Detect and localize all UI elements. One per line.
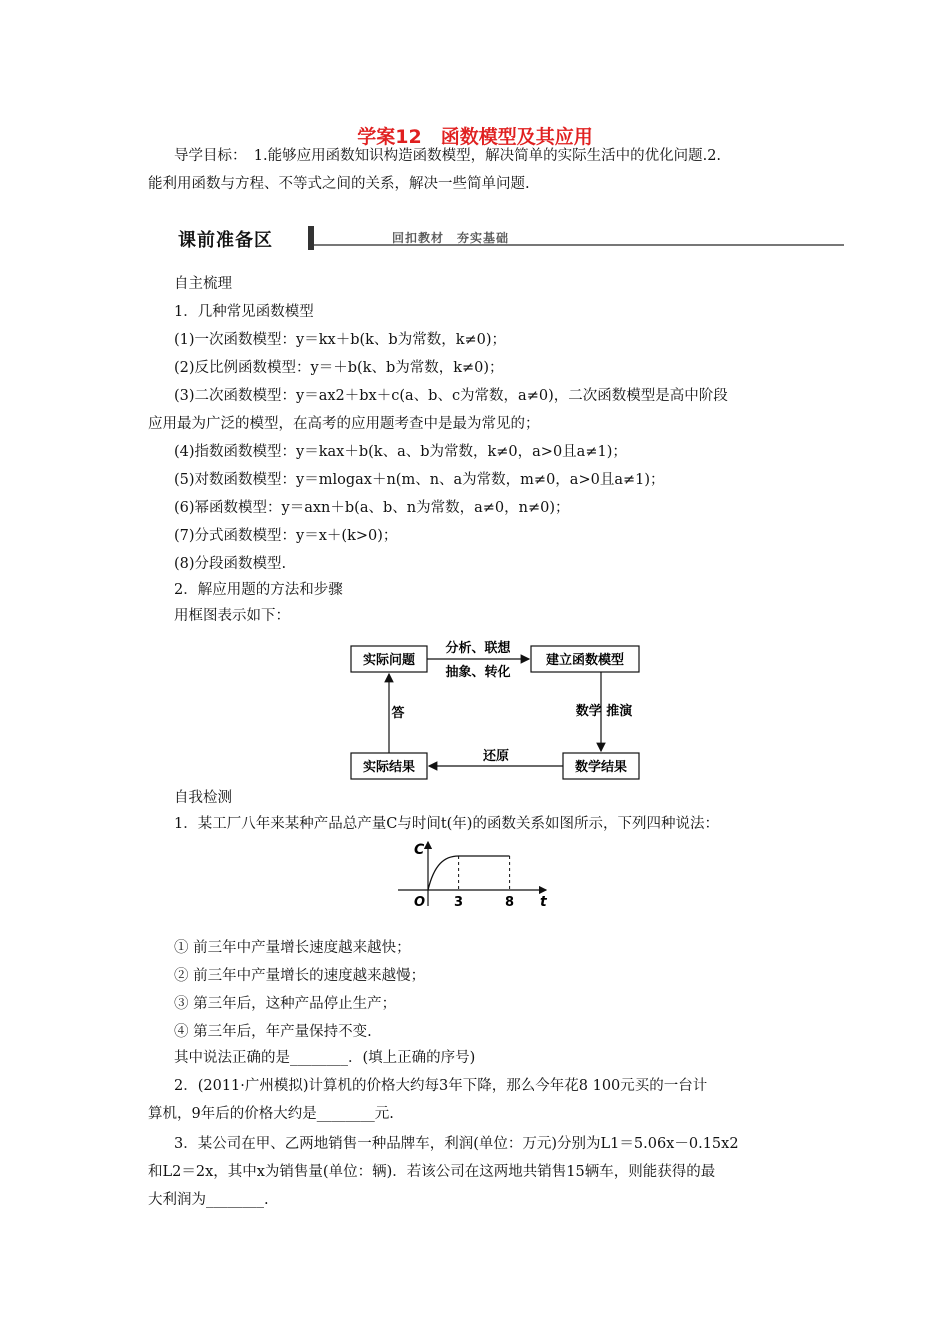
q1-option-4: ④ 第三年后，年产量保持不变. bbox=[174, 1024, 372, 1040]
banner-divider bbox=[308, 226, 314, 250]
flowchart-intro: 用框图表示如下： bbox=[174, 608, 290, 624]
section-banner bbox=[174, 226, 844, 252]
q1-option-3: ③ 第三年后，这种产品停止生产； bbox=[174, 996, 397, 1012]
item-heading-models: 1．几种常见函数模型 bbox=[174, 304, 314, 320]
model-linear: (1)一次函数模型：y＝kx＋b(k、b为常数，k≠0)； bbox=[174, 332, 507, 348]
flow-box-real-result-label: 实际结果 bbox=[362, 760, 416, 775]
q1-option-1: ① 前三年中产量增长速度越来越快； bbox=[174, 940, 411, 956]
flow-box-math-result-label: 数学结果 bbox=[574, 760, 628, 775]
graph-y-label: C bbox=[414, 842, 425, 858]
question-2-line2: 算机，9年后的价格大约是________元. bbox=[148, 1106, 394, 1122]
flow-arrow-bottom-label: 还原 bbox=[482, 749, 510, 764]
flow-box-build-model-label: 建立函数模型 bbox=[545, 653, 625, 668]
item-heading-steps: 2．解应用题的方法和步骤 bbox=[174, 582, 343, 598]
question-3-line1: 3．某公司在甲、乙两地销售一种品牌车，利润(单位：万元)分别为L1＝5.06x－0.15x2 bbox=[174, 1136, 739, 1152]
banner-tag: 课前准备区 bbox=[178, 230, 273, 251]
goal-text-line1: 导学目标： 1.能够应用函数知识构造函数模型，解决简单的实际生活中的优化问题.2. bbox=[174, 148, 722, 164]
question-2-line1: 2．(2011·广州模拟)计算机的价格大约每3年下降，那么今年花8 100元买的一台计 bbox=[174, 1078, 708, 1094]
model-quadratic-line2: 应用最为广泛的模型，在高考的应用题考查中是最为常见的； bbox=[148, 416, 540, 432]
model-fractional: (7)分式函数模型：y＝x＋(k>0)； bbox=[174, 528, 398, 544]
model-inverse: (2)反比例函数模型：y＝＋b(k、b为常数，k≠0)； bbox=[174, 360, 504, 376]
page-title: 学案12 函数模型及其应用 bbox=[357, 126, 593, 148]
graph-series-line bbox=[428, 856, 510, 890]
flow-arrow-right-label: 数学 推演 bbox=[575, 704, 633, 719]
graph-tick-8: 8 bbox=[505, 895, 515, 910]
banner-subtitle: 回扣教材 夯实基础 bbox=[392, 231, 510, 245]
section-heading-self-study: 自主梳理 bbox=[174, 276, 232, 292]
flow-arrow-top-label1: 分析、联想 bbox=[445, 641, 511, 656]
question-3-line3: 大利润为________. bbox=[148, 1192, 269, 1208]
q1-option-2: ② 前三年中产量增长的速度越来越慢； bbox=[174, 968, 426, 984]
production-graph bbox=[380, 836, 560, 916]
flow-arrow-left-label: 答 bbox=[391, 706, 405, 721]
section-heading-self-check: 自我检测 bbox=[174, 790, 232, 806]
q1-answer-blank: 其中说法正确的是________．(填上正确的序号) bbox=[174, 1050, 476, 1066]
model-piecewise: (8)分段函数模型. bbox=[174, 556, 287, 572]
flowchart bbox=[340, 636, 660, 786]
graph-origin-label: O bbox=[414, 895, 426, 910]
question-1: 1．某工厂八年来某种产品总产量C与时间t(年)的函数关系如图所示，下列四种说法： bbox=[174, 816, 719, 832]
model-power: (6)幂函数模型：y＝axn＋b(a、b、n为常数，a≠0，n≠0)； bbox=[174, 500, 570, 516]
model-exponential: (4)指数函数模型：y＝kax＋b(k、a、b为常数，k≠0，a>0且a≠1)； bbox=[174, 444, 627, 460]
goal-text-line2: 能利用函数与方程、不等式之间的关系，解决一些简单问题. bbox=[148, 176, 530, 192]
graph-tick-3: 3 bbox=[454, 895, 464, 910]
flow-arrow-top-label2: 抽象、转化 bbox=[445, 665, 511, 680]
model-logarithmic: (5)对数函数模型：y＝mlogax＋n(m、n、a为常数，m≠0，a>0且a≠1)； bbox=[174, 472, 665, 488]
question-3-line2: 和L2＝2x，其中x为销售量(单位：辆)．若该公司在这两地共销售15辆车，则能获得的最 bbox=[148, 1164, 716, 1180]
model-quadratic-line1: (3)二次函数模型：y＝ax2＋bx＋c(a、b、c为常数，a≠0)，二次函数模型是高中阶段 bbox=[174, 388, 728, 404]
flow-box-real-problem-label: 实际问题 bbox=[362, 653, 416, 668]
graph-marks bbox=[428, 856, 510, 890]
graph-x-label: t bbox=[540, 894, 547, 910]
